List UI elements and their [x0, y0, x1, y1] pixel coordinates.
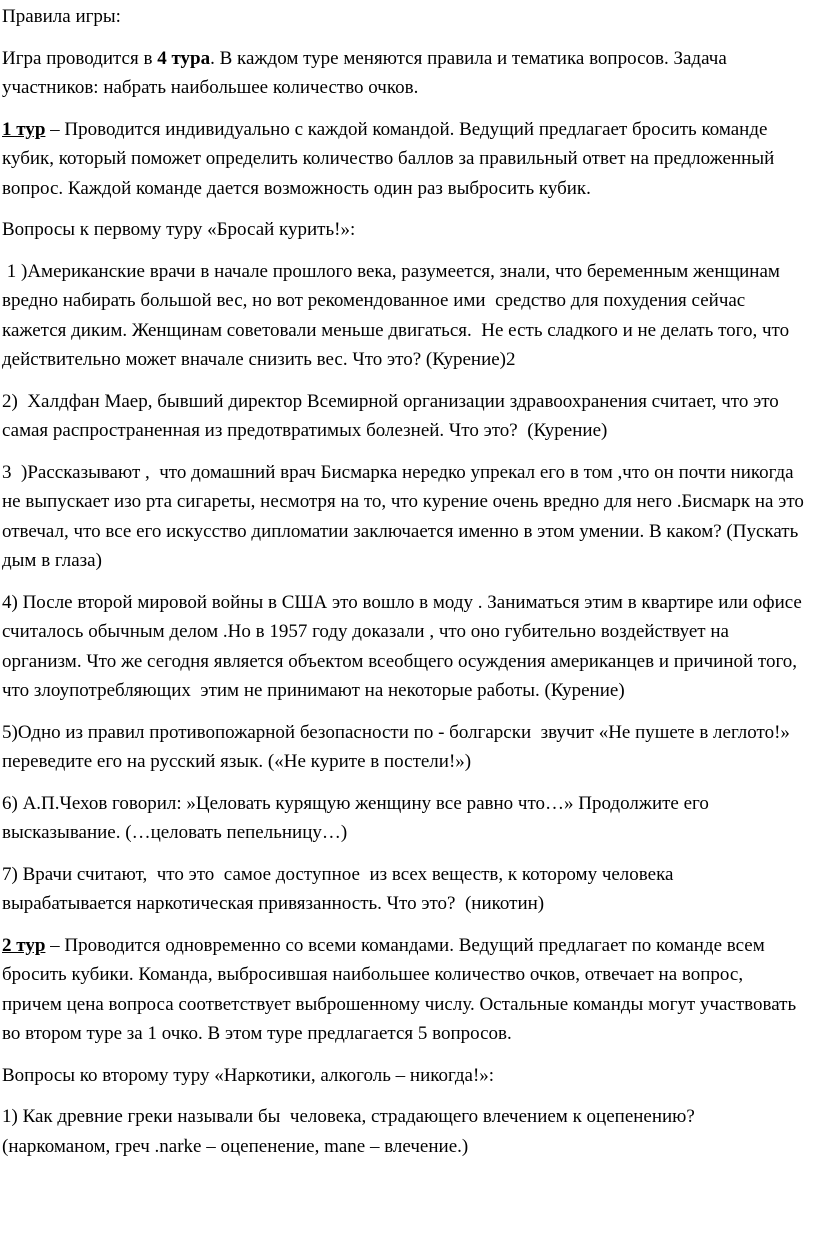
tour1-label: 1 тур: [2, 118, 46, 140]
tour1-question-3: 3 )Рассказывают , что домашний врач Бисмарка нередко упрекал его в том ,что он почти никогда не выпускает изо рта сигареты, несмотря на то, что курение очень вредно для него .Бисмарк на это отвечал, что все его искусство дипломатии заключается именно в этом умении. В каком? (Пускать дым в глаза): [2, 461, 809, 571]
tour1-question-1: 1 )Американские врачи в начале прошлого века, разумеется, знали, что беременным женщинам вредно набирать большой вес, но вот рекомендованное ими средство для похудения сейчас кажется диким. Женщинам советовали меньше двигаться. Не есть сладкого и не делать того, что действительно может вначале снизить вес. Что это? (Курение)2: [2, 260, 794, 370]
tour1-question-7: 7) Врачи считают, что это самое доступное из всех веществ, к которому человека вырабатывается наркотическая привязанность. Что это? (никотин): [2, 863, 679, 914]
tour1-question-2: 2) Халдфан Маер, бывший директор Всемирной организации здравоохранения считает, что это самая распространенная из предотвратимых болезней. Что это? (Курение): [2, 390, 784, 441]
intro-paragraph: [2, 44, 806, 103]
tour-count: 4 тура: [157, 47, 211, 69]
tour2-label: 2 тур: [2, 934, 46, 956]
intro-text-after: . В каждом туре меняются правила и тематика вопросов. Задача участников: набрать наибольшее количество очков.: [2, 47, 727, 98]
tour1-text: – Проводится индивидуально с каждой командой. Ведущий предлагает бросить команде кубик, который поможет определить количество баллов за правильный ответ на предложенный вопрос. Каждой команде дается возможность один раз выбросить кубик.: [2, 118, 775, 199]
tour1-description: [2, 115, 806, 204]
tour2-text: – Проводится одновременно со всеми командами. Ведущий предлагает по команде всем бросить кубики. Команда, выбросившая наибольшее количество очков, отвечает на вопрос, причем цена вопроса соответствует выброшенному числу. Остальные команды могут участвовать во втором туре за 1 очко. В этом туре предлагается 5 вопросов.: [2, 934, 797, 1044]
tour2-questions-heading: Вопросы ко второму туру «Наркотики, алкоголь – никогда!»:: [2, 1064, 495, 1086]
tour1-questions-heading: Вопросы к первому туру «Бросай курить!»:: [2, 219, 356, 240]
tour1-question-4: 4) После второй мировой войны в США это вошло в моду . Заниматься этим в квартире или офисе считалось обычным делом .Но в 1957 году доказали , что оно губительно воздействует на организм. Что же сегодня является объектом всеобщего осуждения американцев и причиной того, что злоупотребляющих этим не принимают на некоторые работы. (Курение): [2, 591, 807, 701]
rules-heading: Правила игры:: [2, 6, 121, 27]
tour1-question-5: 5)Одно из правил противопожарной безопасности по - болгарски звучит «Не пушете в леглото!» переведите его на русский язык. («Не курите в постели!»): [2, 721, 795, 772]
intro-text-before: Игра проводится в: [2, 47, 158, 69]
tour2-question-1: 1) Как древние греки называли бы человека, страдающего влечением к оцепенению? (наркоманом, греч .narke – оцепенение, mane – влечение.): [2, 1106, 700, 1157]
tour2-description: [2, 931, 806, 1049]
tour1-question-6: 6) А.П.Чехов говорил: »Целовать курящую женщину все равно что…» Продолжите его высказывание. (…целовать пепельницу…): [2, 792, 714, 843]
